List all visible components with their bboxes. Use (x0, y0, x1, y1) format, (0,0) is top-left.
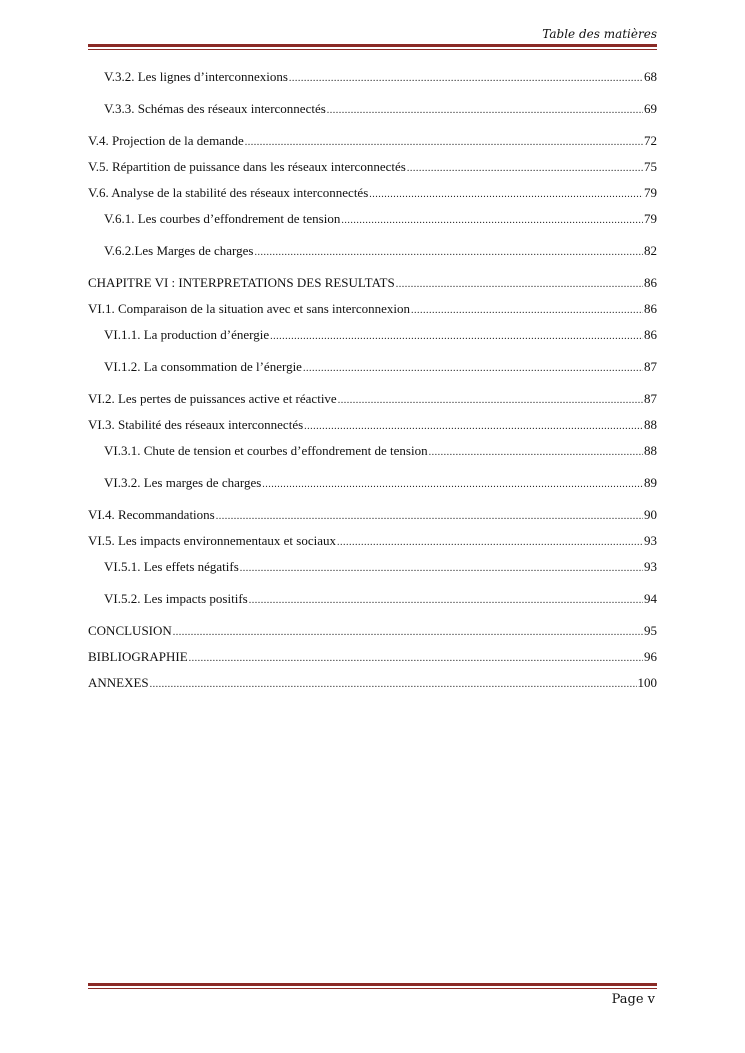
toc-entry-page: 90 (644, 507, 657, 522)
toc-leader-dots (338, 392, 643, 410)
toc-entry[interactable] (88, 674, 657, 692)
toc-leader-dots (254, 244, 643, 262)
toc-entry[interactable] (88, 622, 657, 640)
running-header-title: Table des matières (542, 27, 657, 41)
toc-leader-dots (411, 302, 643, 320)
toc-leader-dots (189, 650, 643, 668)
toc-entry-title: BIBLIOGRAPHIE (88, 649, 188, 664)
footer-rule-thick (88, 983, 657, 986)
toc-entry[interactable] (104, 242, 657, 260)
toc-entry-page: 88 (644, 443, 657, 458)
toc-entry-title: V.5. Répartition de puissance dans les réseaux interconnectés (88, 159, 406, 174)
toc-entry-page: 95 (644, 623, 657, 638)
toc-entry[interactable] (88, 416, 657, 434)
toc-entry-page: 79 (644, 211, 657, 226)
toc-entry-title: V.3.3. Schémas des réseaux interconnectés (104, 101, 326, 116)
toc-entry-page: 72 (644, 133, 657, 148)
toc-entry-title: V.6.1. Les courbes d’effondrement de tension (104, 211, 341, 226)
toc-entry-page: 86 (644, 327, 657, 342)
toc-leader-dots (150, 676, 637, 694)
toc-entry[interactable] (88, 390, 657, 408)
toc-leader-dots (337, 534, 643, 552)
toc-entry-page: 89 (644, 475, 657, 490)
toc-entry-page: 93 (644, 533, 657, 548)
toc-entry-page: 75 (644, 159, 657, 174)
toc-entry[interactable] (104, 474, 657, 492)
toc-entry[interactable] (104, 100, 657, 118)
toc-entry-title: CONCLUSION (88, 623, 172, 638)
toc-entry-page: 100 (637, 675, 657, 690)
toc-entry[interactable] (88, 184, 657, 202)
header-rule-thick (88, 44, 657, 47)
toc-entry-title: VI.5.2. Les impacts positifs (104, 591, 248, 606)
toc-leader-dots (289, 70, 643, 88)
toc-entry[interactable] (104, 358, 657, 376)
toc-entry-title: V.4. Projection de la demande (88, 133, 244, 148)
toc-entry-page: 68 (644, 69, 657, 84)
toc-leader-dots (270, 328, 643, 346)
toc-leader-dots (429, 444, 643, 462)
toc-entry-title: V.6. Analyse de la stabilité des réseaux interconnectés (88, 185, 369, 200)
toc-leader-dots (173, 624, 643, 642)
toc-leader-dots (327, 102, 643, 120)
toc-entry[interactable] (88, 274, 657, 292)
toc-entry[interactable] (88, 132, 657, 150)
toc-entry[interactable] (88, 648, 657, 666)
toc-entry-title: VI.5.1. Les effets négatifs (104, 559, 239, 574)
toc-leader-dots (216, 508, 643, 526)
toc-entry[interactable] (88, 300, 657, 318)
toc-leader-dots (304, 418, 643, 436)
toc-leader-dots (303, 360, 643, 378)
toc-entry[interactable] (104, 442, 657, 460)
toc-entry-page: 79 (644, 185, 657, 200)
toc-entry-title: ANNEXES (88, 675, 149, 690)
toc-entry-title: VI.1. Comparaison de la situation avec et sans interconnexion (88, 301, 411, 316)
toc-leader-dots (240, 560, 643, 578)
toc-entry-title: V.6.2.Les Marges de charges (104, 243, 254, 258)
toc-entry-page: 86 (644, 275, 657, 290)
toc-entry-title: CHAPITRE VI : INTERPRETATIONS DES RESULTATS (88, 275, 395, 290)
toc-entry-page: 93 (644, 559, 657, 574)
header-rule-thin (88, 49, 657, 50)
toc-entry-title: VI.4. Recommandations (88, 507, 215, 522)
toc-leader-dots (369, 186, 643, 204)
toc-entry-title: VI.3.2. Les marges de charges (104, 475, 262, 490)
toc-entry-title: V.3.2. Les lignes d’interconnexions (104, 69, 288, 84)
toc-entry-title: VI.2. Les pertes de puissances active et réactive (88, 391, 337, 406)
toc-entry[interactable] (88, 158, 657, 176)
toc-entry-page: 86 (644, 301, 657, 316)
toc-entry[interactable] (88, 506, 657, 524)
toc-entry-title: VI.1.2. La consommation de l’énergie (104, 359, 302, 374)
toc-entry[interactable] (88, 532, 657, 550)
toc-entry-title: VI.1.1. La production d’énergie (104, 327, 270, 342)
toc-entry-page: 87 (644, 359, 657, 374)
toc-entry-title: VI.3. Stabilité des réseaux interconnectés (88, 417, 304, 432)
toc-leader-dots (407, 160, 643, 178)
toc-entry-page: 82 (644, 243, 657, 258)
toc-entry-page: 94 (644, 591, 657, 606)
toc-leader-dots (245, 134, 643, 152)
toc-entry[interactable] (104, 558, 657, 576)
toc-entry-title: VI.5. Les impacts environnementaux et sociaux (88, 533, 337, 548)
toc-entry-page: 87 (644, 391, 657, 406)
toc-entry-page: 69 (644, 101, 657, 116)
footer-rule-thin (88, 988, 657, 989)
toc-entry-title: VI.3.1. Chute de tension et courbes d’effondrement de tension (104, 443, 428, 458)
toc-entry[interactable] (104, 326, 657, 344)
toc-entry[interactable] (104, 210, 657, 228)
toc-entry[interactable] (104, 590, 657, 608)
toc-leader-dots (262, 476, 643, 494)
page-number: Page v (611, 992, 655, 1007)
toc-leader-dots (396, 276, 643, 294)
toc-entry-page: 88 (644, 417, 657, 432)
toc-entry[interactable] (104, 68, 657, 86)
toc-leader-dots (249, 592, 643, 610)
toc-entry-page: 96 (644, 649, 657, 664)
toc-leader-dots (341, 212, 643, 230)
